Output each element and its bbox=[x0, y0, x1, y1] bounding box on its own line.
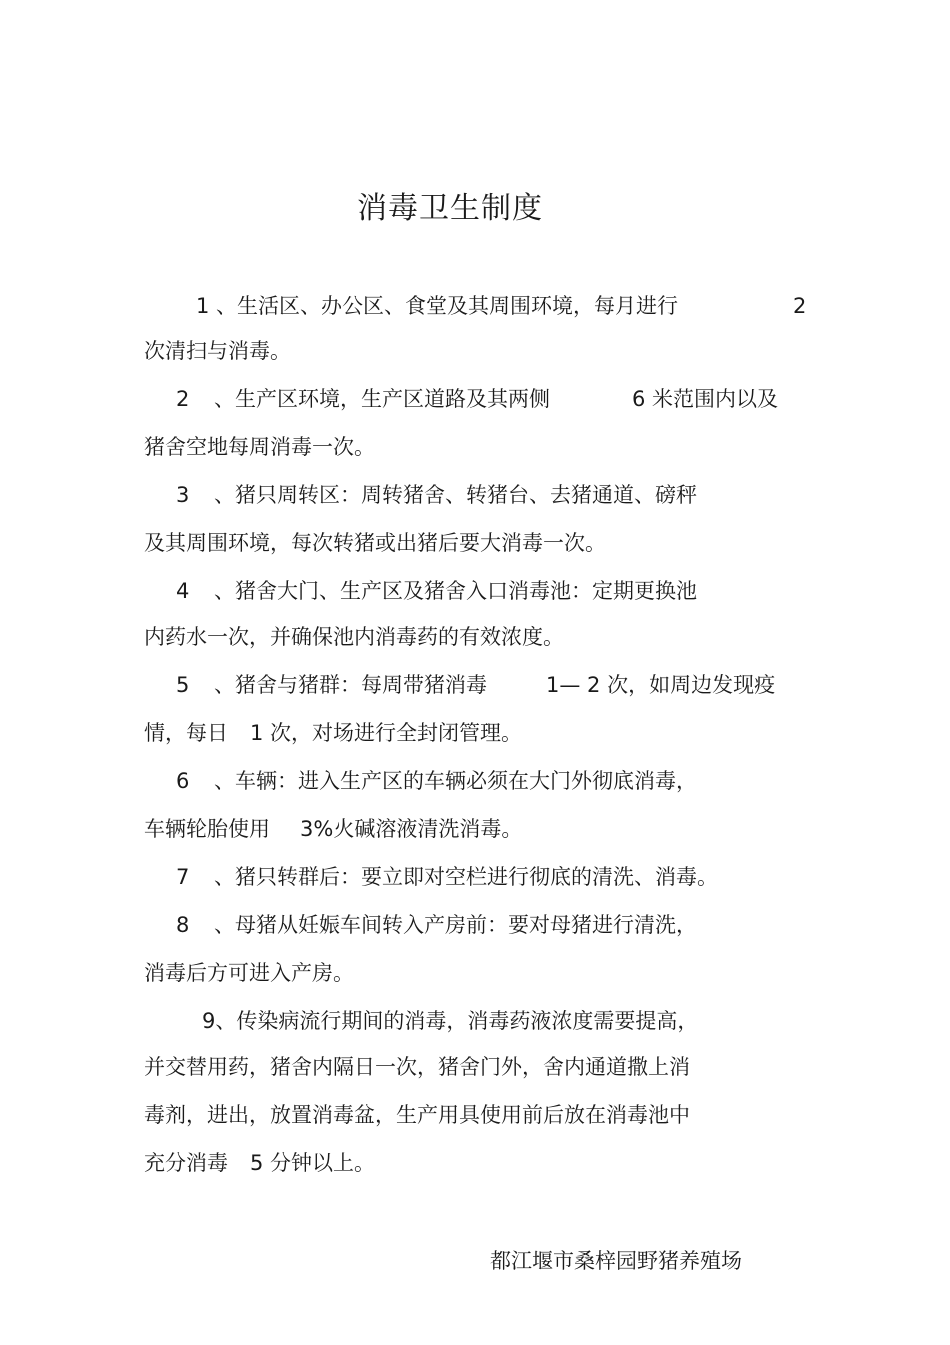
organization-signature: 都江堰市桑梓园野猪养殖场 bbox=[490, 1249, 742, 1273]
rule-6-line-1: 、车辆：进入生产区的车辆必须在大门外彻底消毒， bbox=[214, 769, 697, 793]
rule-2-number: 2 bbox=[176, 387, 190, 411]
rule-4-line-1: 、猪舍大门、生产区及猪舍入口消毒池：定期更换池 bbox=[214, 579, 697, 603]
rule-5-line-1a: 、猪舍与猪群：每周带猪消毒 bbox=[214, 673, 487, 697]
rule-4-number: 4 bbox=[176, 579, 190, 603]
document-title: 消毒卫生制度 bbox=[357, 191, 543, 226]
rule-3-line-1: 、猪只周转区：周转猪舍、转猪台、去猪通道、磅秤 bbox=[214, 483, 697, 507]
rule-6-line-2b: 3%火碱溶液清洗消毒。 bbox=[300, 817, 523, 841]
rule-5-line-1b: 1— 2 次，如周边发现疫 bbox=[546, 673, 776, 697]
rule-1-line-1b: 2 bbox=[793, 294, 807, 318]
rule-5-number: 5 bbox=[176, 673, 190, 697]
rule-2-line-1b: 6 米范围内以及 bbox=[632, 387, 779, 411]
rule-5-line-2a: 情，每日 bbox=[144, 721, 228, 745]
rule-9-line-2: 并交替用药，猪舍内隔日一次，猪舍门外，舍内通道撒上消 bbox=[144, 1055, 690, 1079]
rule-8-number: 8 bbox=[176, 913, 190, 937]
rule-6-number: 6 bbox=[176, 769, 190, 793]
rule-2-line-2: 猪舍空地每周消毒一次。 bbox=[144, 435, 375, 459]
rule-3-line-2: 及其周围环境，每次转猪或出猪后要大消毒一次。 bbox=[144, 531, 606, 555]
rule-8-line-1: 、母猪从妊娠车间转入产房前：要对母猪进行清洗， bbox=[214, 913, 697, 937]
rule-7-line-1: 、猪只转群后：要立即对空栏进行彻底的清洗、消毒。 bbox=[214, 865, 718, 889]
rule-4-line-2: 内药水一次，并确保池内消毒药的有效浓度。 bbox=[144, 625, 564, 649]
rule-9-line-4b: 5 分钟以上。 bbox=[250, 1151, 376, 1175]
rule-2-line-1a: 、生产区环境，生产区道路及其两侧 bbox=[214, 387, 550, 411]
rule-7-number: 7 bbox=[176, 865, 190, 889]
rule-9-line-1: 9、传染病流行期间的消毒，消毒药液浓度需要提高， bbox=[202, 1009, 699, 1033]
rule-6-line-2a: 车辆轮胎使用 bbox=[144, 817, 270, 841]
rule-3-number: 3 bbox=[176, 483, 190, 507]
rule-8-line-2: 消毒后方可进入产房。 bbox=[144, 961, 354, 985]
rule-9-line-4a: 充分消毒 bbox=[144, 1151, 228, 1175]
rule-1-line-1a: 1 、生活区、办公区、食堂及其周围环境，每月进行 bbox=[196, 294, 679, 318]
rule-1-line-2: 次清扫与消毒。 bbox=[144, 339, 291, 363]
rule-9-line-3: 毒剂，进出，放置消毒盆，生产用具使用前后放在消毒池中 bbox=[144, 1103, 690, 1127]
rule-5-line-2b: 1 次，对场进行全封闭管理。 bbox=[250, 721, 523, 745]
